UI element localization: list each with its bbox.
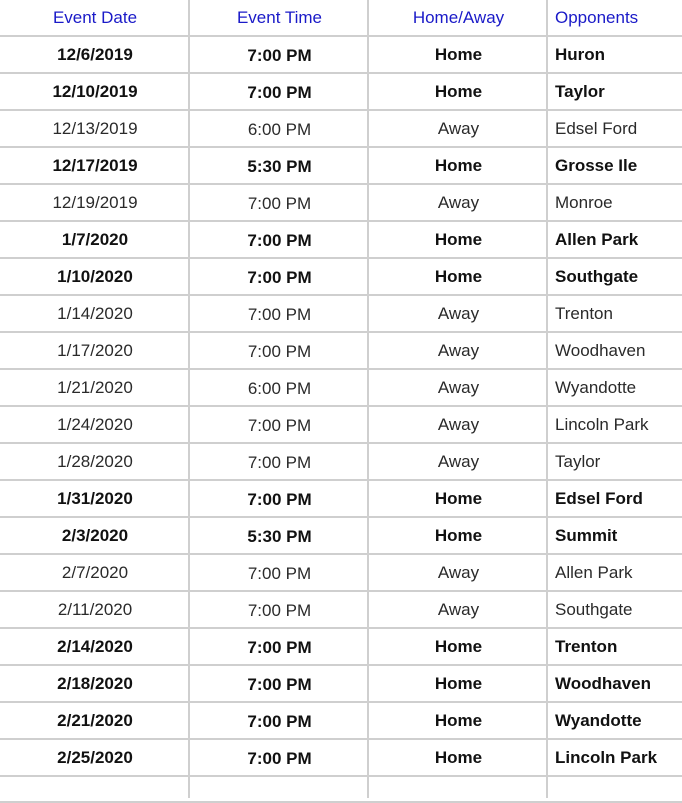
cell-home-away-text: Away <box>437 192 480 212</box>
cell-event-time[interactable] <box>190 443 369 480</box>
column-divider <box>367 0 369 798</box>
cell-event-date-text: 1/14/2020 <box>57 303 133 323</box>
cell-opponent[interactable] <box>548 739 682 776</box>
row-divider <box>0 368 682 370</box>
cell-event-time-text: 7:00 PM <box>247 711 312 731</box>
empty-row <box>0 776 682 802</box>
cell-event-time[interactable] <box>190 406 369 443</box>
cell-event-date-text: 1/7/2020 <box>61 229 129 249</box>
cell-event-time[interactable] <box>190 665 369 702</box>
cell-opponent-text: Trenton <box>555 636 618 656</box>
cell-opponent-text: Allen Park <box>555 229 639 249</box>
table-row <box>0 369 682 406</box>
cell-event-date-text: 12/6/2019 <box>57 44 133 64</box>
cell-home-away[interactable] <box>369 554 548 591</box>
row-divider <box>0 257 682 259</box>
cell-event-date-text: 12/13/2019 <box>52 118 138 138</box>
cell-event-time[interactable] <box>190 628 369 665</box>
cell-event-time-text: 7:00 PM <box>247 304 312 324</box>
cell-event-date-text: 1/10/2020 <box>57 266 133 286</box>
cell-home-away[interactable] <box>369 73 548 110</box>
cell-event-date[interactable] <box>0 480 190 517</box>
cell-event-time[interactable] <box>190 739 369 776</box>
cell-home-away-text: Away <box>437 118 480 138</box>
row-divider <box>0 109 682 111</box>
cell-home-away[interactable] <box>369 110 548 147</box>
cell-home-away-text: Home <box>434 747 483 767</box>
cell-home-away[interactable] <box>369 406 548 443</box>
cell-event-date-text: 2/3/2020 <box>61 525 129 545</box>
cell-event-time[interactable] <box>190 332 369 369</box>
cell-home-away[interactable] <box>369 517 548 554</box>
cell-opponent-text: Edsel Ford <box>555 118 638 138</box>
cell-home-away[interactable] <box>369 332 548 369</box>
cell-event-date[interactable] <box>0 628 190 665</box>
cell-opponent[interactable] <box>548 258 682 295</box>
cell-event-time[interactable] <box>190 369 369 406</box>
table-row <box>0 665 682 702</box>
cell-home-away-text: Home <box>434 44 483 64</box>
row-divider <box>0 590 682 592</box>
row-divider <box>0 146 682 148</box>
cell-opponent-text: Trenton <box>555 303 613 323</box>
table-row <box>0 702 682 739</box>
cell-event-time-text: 5:30 PM <box>247 156 312 176</box>
cell-opponent[interactable] <box>548 221 682 258</box>
cell-opponent[interactable] <box>548 110 682 147</box>
cell-opponent-text: Taylor <box>555 81 605 101</box>
cell-opponent[interactable] <box>548 332 682 369</box>
row-divider <box>0 183 682 185</box>
cell-event-date[interactable] <box>0 147 190 184</box>
cell-event-time-text: 7:00 PM <box>247 637 312 657</box>
table-row <box>0 147 682 184</box>
row-divider <box>0 775 682 777</box>
row-divider <box>0 479 682 481</box>
cell-event-time-text: 6:00 PM <box>247 378 312 398</box>
cell-event-date-text: 1/31/2020 <box>57 488 133 508</box>
table-row <box>0 221 682 258</box>
cell-event-time-text: 7:00 PM <box>247 674 312 694</box>
cell-event-date[interactable] <box>0 184 190 221</box>
table-row <box>0 628 682 665</box>
row-divider <box>0 442 682 444</box>
cell-event-date-text: 2/14/2020 <box>57 636 133 656</box>
column-divider <box>188 0 190 798</box>
row-divider <box>0 701 682 703</box>
header-opponents[interactable]: Opponents <box>555 8 639 27</box>
cell-home-away[interactable] <box>369 702 548 739</box>
cell-event-date[interactable] <box>0 665 190 702</box>
cell-home-away[interactable] <box>369 295 548 332</box>
cell-opponent[interactable] <box>548 73 682 110</box>
cell-opponent-text: Lincoln Park <box>555 747 658 767</box>
cell-opponent[interactable] <box>548 554 682 591</box>
cell-opponent[interactable] <box>548 369 682 406</box>
cell-event-time-text: 7:00 PM <box>247 193 312 213</box>
cell-event-date[interactable] <box>0 73 190 110</box>
table-row <box>0 295 682 332</box>
cell-event-date-text: 12/19/2019 <box>52 192 138 212</box>
cell-event-time-text: 7:00 PM <box>247 563 312 583</box>
cell-event-time-text: 7:00 PM <box>247 748 312 768</box>
row-divider <box>0 664 682 666</box>
table-row <box>0 110 682 147</box>
table-row <box>0 406 682 443</box>
cell-opponent-text: Grosse Ile <box>555 155 638 175</box>
table-row <box>0 517 682 554</box>
cell-home-away-text: Home <box>434 488 483 508</box>
cell-event-date[interactable] <box>0 517 190 554</box>
cell-event-date[interactable] <box>0 406 190 443</box>
cell-opponent[interactable] <box>548 36 682 73</box>
cell-opponent-text: Taylor <box>555 451 601 471</box>
cell-event-time-text: 7:00 PM <box>247 489 312 509</box>
cell-opponent[interactable] <box>548 443 682 480</box>
cell-event-time-text: 7:00 PM <box>247 452 312 472</box>
cell-home-away-text: Away <box>437 340 480 360</box>
row-divider <box>0 294 682 296</box>
cell-event-date-text: 1/21/2020 <box>57 377 133 397</box>
cell-opponent-text: Southgate <box>555 599 633 619</box>
cell-event-date[interactable] <box>0 554 190 591</box>
cell-event-time[interactable] <box>190 221 369 258</box>
cell-opponent[interactable] <box>548 665 682 702</box>
cell-event-time-text: 6:00 PM <box>247 119 312 139</box>
cell-home-away[interactable] <box>369 665 548 702</box>
cell-event-date[interactable] <box>0 110 190 147</box>
cell-opponent[interactable] <box>548 295 682 332</box>
cell-event-time[interactable] <box>190 184 369 221</box>
cell-home-away-text: Home <box>434 266 483 286</box>
row-divider <box>0 331 682 333</box>
cell-home-away-text: Away <box>437 599 480 619</box>
cell-event-time[interactable] <box>190 147 369 184</box>
cell-opponent[interactable] <box>548 628 682 665</box>
cell-opponent-text: Wyandotte <box>555 377 637 397</box>
cell-opponent-text: Wyandotte <box>555 710 642 730</box>
cell-event-date-text: 2/25/2020 <box>57 747 133 767</box>
table-row <box>0 739 682 776</box>
cell-event-time[interactable] <box>190 591 369 628</box>
cell-event-date-text: 1/28/2020 <box>57 451 133 471</box>
table-row <box>0 73 682 110</box>
row-divider <box>0 405 682 407</box>
cell-event-time-text: 7:00 PM <box>247 45 312 65</box>
row-divider <box>0 553 682 555</box>
cell-opponent[interactable] <box>548 184 682 221</box>
cell-opponent[interactable] <box>548 147 682 184</box>
cell-home-away[interactable] <box>369 739 548 776</box>
cell-home-away-text: Home <box>434 229 483 249</box>
cell-opponent-text: Edsel Ford <box>555 488 643 508</box>
row-divider <box>0 72 682 74</box>
table-row <box>0 554 682 591</box>
cell-home-away-text: Home <box>434 710 483 730</box>
cell-event-time-text: 5:30 PM <box>247 526 312 546</box>
row-divider <box>0 627 682 629</box>
cell-event-time[interactable] <box>190 258 369 295</box>
cell-opponent-text: Lincoln Park <box>555 414 649 434</box>
row-divider <box>0 35 682 37</box>
cell-opponent[interactable] <box>548 517 682 554</box>
cell-opponent-text: Southgate <box>555 266 639 286</box>
cell-opponent-text: Allen Park <box>555 562 633 582</box>
cell-opponent-text: Woodhaven <box>555 673 652 693</box>
header-home-away[interactable]: Home/Away <box>412 8 505 27</box>
empty-cell[interactable] <box>369 776 548 802</box>
cell-event-date-text: 2/7/2020 <box>61 562 129 582</box>
cell-opponent[interactable] <box>548 406 682 443</box>
cell-event-date[interactable] <box>0 702 190 739</box>
cell-event-date[interactable] <box>0 332 190 369</box>
cell-event-time-text: 7:00 PM <box>247 267 312 287</box>
cell-home-away-text: Away <box>437 303 480 323</box>
cell-event-date-text: 2/18/2020 <box>57 673 133 693</box>
cell-event-time-text: 7:00 PM <box>247 600 312 620</box>
cell-event-time[interactable] <box>190 110 369 147</box>
cell-home-away-text: Away <box>437 451 480 471</box>
cell-home-away[interactable] <box>369 369 548 406</box>
empty-cell[interactable] <box>190 776 369 802</box>
cell-home-away[interactable] <box>369 184 548 221</box>
cell-event-date-text: 1/17/2020 <box>57 340 133 360</box>
cell-event-date-text: 1/24/2020 <box>57 414 133 434</box>
row-divider <box>0 220 682 222</box>
cell-event-date-text: 2/11/2020 <box>57 599 133 619</box>
cell-home-away[interactable] <box>369 443 548 480</box>
cell-event-time-text: 7:00 PM <box>247 230 312 250</box>
cell-event-time-text: 7:00 PM <box>247 82 312 102</box>
cell-event-time[interactable] <box>190 517 369 554</box>
table-row <box>0 258 682 295</box>
cell-event-date[interactable] <box>0 258 190 295</box>
cell-home-away-text: Home <box>434 636 483 656</box>
cell-opponent-text: Monroe <box>555 192 613 212</box>
cell-event-time[interactable] <box>190 554 369 591</box>
table-row <box>0 184 682 221</box>
cell-event-date[interactable] <box>0 369 190 406</box>
cell-opponent[interactable] <box>548 480 682 517</box>
cell-event-time-text: 7:00 PM <box>247 341 312 361</box>
cell-event-date[interactable] <box>0 221 190 258</box>
cell-event-date[interactable] <box>0 739 190 776</box>
cell-event-date-text: 2/21/2020 <box>57 710 133 730</box>
table-row <box>0 480 682 517</box>
header-row <box>0 0 682 36</box>
header-event-date[interactable]: Event Date <box>52 8 138 27</box>
cell-event-date[interactable] <box>0 36 190 73</box>
header-event-time[interactable]: Event Time <box>236 8 323 27</box>
cell-event-date[interactable] <box>0 591 190 628</box>
cell-home-away[interactable] <box>369 36 548 73</box>
cell-opponent-text: Huron <box>555 44 606 64</box>
schedule-rows <box>0 36 682 802</box>
cell-opponent[interactable] <box>548 702 682 739</box>
cell-home-away-text: Home <box>434 525 483 545</box>
cell-event-time[interactable] <box>190 295 369 332</box>
cell-event-time[interactable] <box>190 702 369 739</box>
cell-opponent[interactable] <box>548 591 682 628</box>
cell-home-away-text: Home <box>434 81 483 101</box>
cell-home-away[interactable] <box>369 258 548 295</box>
cell-event-date[interactable] <box>0 443 190 480</box>
cell-home-away-text: Home <box>434 673 483 693</box>
cell-home-away-text: Away <box>437 414 480 434</box>
table-row <box>0 443 682 480</box>
cell-home-away-text: Away <box>437 562 480 582</box>
table-row <box>0 36 682 73</box>
empty-cell[interactable] <box>548 776 682 802</box>
cell-home-away[interactable] <box>369 591 548 628</box>
cell-opponent-text: Summit <box>555 525 618 545</box>
cell-event-time[interactable] <box>190 480 369 517</box>
cell-event-date-text: 12/10/2019 <box>52 81 138 101</box>
row-divider <box>0 516 682 518</box>
cell-home-away[interactable] <box>369 147 548 184</box>
cell-event-time-text: 7:00 PM <box>247 415 312 435</box>
cell-opponent-text: Woodhaven <box>555 340 646 360</box>
cell-event-date[interactable] <box>0 295 190 332</box>
cell-home-away[interactable] <box>369 628 548 665</box>
cell-home-away[interactable] <box>369 221 548 258</box>
cell-home-away-text: Home <box>434 155 483 175</box>
table-row <box>0 591 682 628</box>
row-divider <box>0 738 682 740</box>
empty-cell[interactable] <box>0 776 190 802</box>
table-row <box>0 332 682 369</box>
cell-event-date-text: 12/17/2019 <box>52 155 138 175</box>
cell-home-away[interactable] <box>369 480 548 517</box>
column-divider <box>546 0 548 798</box>
cell-home-away-text: Away <box>437 377 480 397</box>
cell-event-time[interactable] <box>190 73 369 110</box>
cell-event-time[interactable] <box>190 36 369 73</box>
